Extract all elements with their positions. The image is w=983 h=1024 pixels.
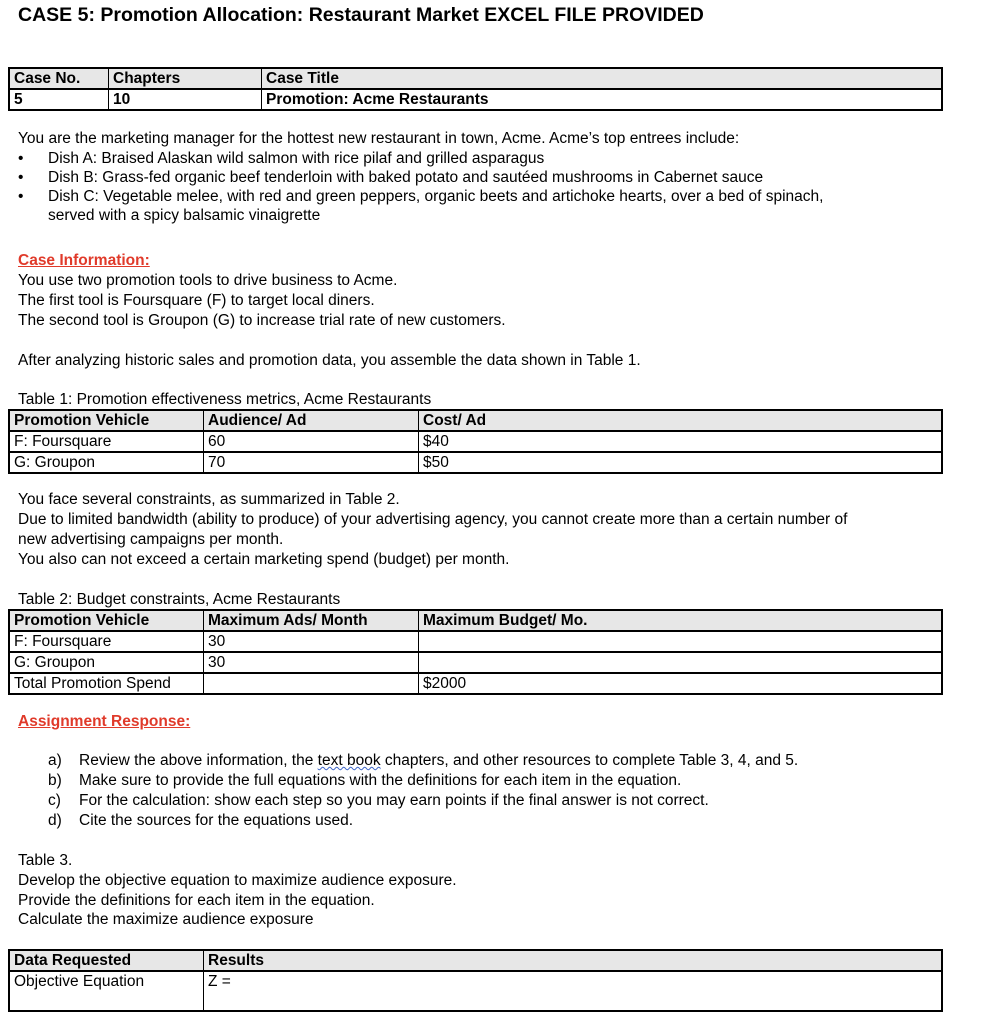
- list-item: [48, 751, 798, 771]
- table2-header: Promotion Vehicle: [9, 610, 204, 631]
- budget-constraints-table: [8, 609, 943, 695]
- step-text: Cite the sources for the equations used.: [79, 812, 353, 829]
- table-row: [9, 452, 942, 473]
- table-cell: [419, 631, 943, 652]
- document-title: CASE 5: Promotion Allocation: Restaurant Market EXCEL FILE PROVIDED: [18, 4, 704, 26]
- table3-instruction: Calculate the maximize audience exposure: [18, 911, 314, 928]
- step-marker: c): [48, 792, 61, 809]
- table-cell: $40: [419, 431, 943, 452]
- table-row: [9, 652, 942, 673]
- analysis-text: After analyzing historic sales and promotion data, you assemble the data shown in Table 1.: [18, 352, 641, 369]
- table-cell: G: Groupon: [9, 652, 204, 673]
- intro-text: You are the marketing manager for the hottest new restaurant in town, Acme. Acme’s top entrees include:: [18, 130, 740, 147]
- table-row: [9, 631, 942, 652]
- objective-equation-table: [8, 949, 943, 1012]
- table-cell: Objective Equation: [9, 971, 204, 1011]
- table-cell: [204, 673, 419, 694]
- table-row: [9, 431, 942, 452]
- case-title-header: Case Title: [262, 68, 943, 89]
- spellcheck-underlined-text: text book: [317, 752, 381, 769]
- results-cell[interactable]: Z =: [204, 971, 943, 1011]
- case-information-heading: Case Information:: [18, 252, 150, 269]
- table3-instruction: Develop the objective equation to maximize audience exposure.: [18, 872, 457, 889]
- list-item: [48, 791, 798, 811]
- dish-c-line: Dish C: Vegetable melee, with red and green peppers, organic beets and artichoke hearts, over a bed of spinach,: [48, 188, 824, 205]
- table3-instruction: Provide the definitions for each item in the equation.: [18, 892, 375, 909]
- case-info-line: The second tool is Groupon (G) to increase trial rate of new customers.: [18, 312, 506, 329]
- table-cell: F: Foursquare: [9, 431, 204, 452]
- promotion-metrics-table: [8, 409, 943, 474]
- table1-header: Audience/ Ad: [204, 410, 419, 431]
- constraints-line: new advertising campaigns per month.: [18, 531, 284, 548]
- table3-header: Data Requested: [9, 950, 204, 971]
- table2-header: Maximum Ads/ Month: [204, 610, 419, 631]
- table-cell: F: Foursquare: [9, 631, 204, 652]
- list-item: [48, 811, 798, 831]
- step-marker: a): [48, 752, 62, 769]
- case-info-table: [8, 67, 943, 111]
- table1-header: Cost/ Ad: [419, 410, 943, 431]
- dish-c-continuation: served with a spicy balsamic vinaigrette: [48, 207, 321, 224]
- constraints-line: Due to limited bandwidth (ability to produce) of your advertising agency, you cannot create more than a certain number of: [18, 511, 848, 528]
- table-cell: [419, 652, 943, 673]
- table-cell: $50: [419, 452, 943, 473]
- case-info-line: The first tool is Foursquare (F) to target local diners.: [18, 292, 375, 309]
- step-text: For the calculation: show each step so you may earn points if the final answer is not correct.: [79, 792, 709, 809]
- list-item: • Dish A: Braised Alaskan wild salmon with rice pilaf and grilled asparagus: [18, 149, 958, 168]
- table3-header: Results: [204, 950, 943, 971]
- list-item: [18, 187, 958, 225]
- table-cell: 30: [204, 631, 419, 652]
- list-item: • Dish B: Grass-fed organic beef tenderloin with baked potato and sautéed mushrooms in Cabernet sauce: [18, 168, 958, 187]
- constraints-line: You face several constraints, as summarized in Table 2.: [18, 491, 400, 508]
- constraints-line: You also can not exceed a certain marketing spend (budget) per month.: [18, 551, 510, 568]
- step-text-continued: chapters, and other resources to complete Table 3, 4, and 5.: [380, 752, 799, 769]
- step-marker: b): [48, 772, 62, 789]
- table-row: [9, 971, 942, 1011]
- table-cell: Total Promotion Spend: [9, 673, 204, 694]
- table-cell: G: Groupon: [9, 452, 204, 473]
- table-cell: 60: [204, 431, 419, 452]
- chapters-value: 10: [109, 89, 262, 110]
- case-no-value: 5: [9, 89, 109, 110]
- step-text: Make sure to provide the full equations with the definitions for each item in the equation.: [79, 772, 682, 789]
- case-title-value: Promotion: Acme Restaurants: [262, 89, 943, 110]
- table-cell: $2000: [419, 673, 943, 694]
- case-no-header: Case No.: [9, 68, 109, 89]
- step-text: Review the above information, the: [79, 752, 318, 769]
- list-item: [48, 771, 798, 791]
- table1-header: Promotion Vehicle: [9, 410, 204, 431]
- step-marker: d): [48, 812, 62, 829]
- table2-header: Maximum Budget/ Mo.: [419, 610, 943, 631]
- table1-caption: Table 1: Promotion effectiveness metrics, Acme Restaurants: [18, 391, 432, 408]
- table2-caption: Table 2: Budget constraints, Acme Restaurants: [18, 591, 341, 608]
- chapters-header: Chapters: [109, 68, 262, 89]
- table-cell: 70: [204, 452, 419, 473]
- dish-list: [18, 149, 958, 225]
- assignment-steps: [48, 751, 798, 831]
- table-row: [9, 673, 942, 694]
- table-cell: 30: [204, 652, 419, 673]
- case-info-line: You use two promotion tools to drive business to Acme.: [18, 272, 398, 289]
- table3-label: Table 3.: [18, 852, 73, 869]
- assignment-response-heading: Assignment Response:: [18, 713, 191, 730]
